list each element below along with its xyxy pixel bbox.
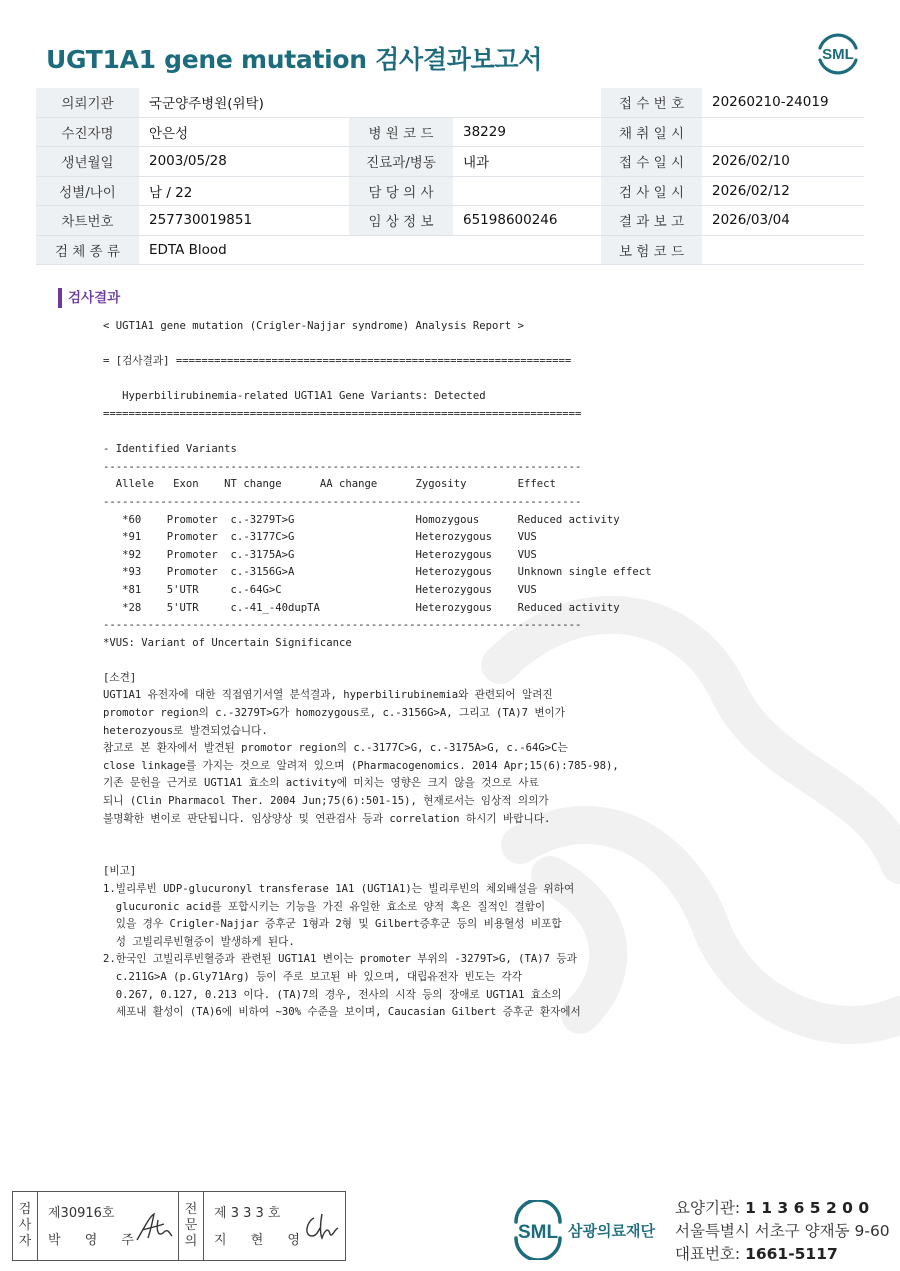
stamp-char: 검 bbox=[18, 1202, 32, 1217]
value-test-date: 2026/02/12 bbox=[702, 176, 864, 206]
label-report-date: 결 과 보 고 bbox=[601, 206, 702, 236]
sml-logo-mark bbox=[814, 30, 862, 76]
label-chart-number: 차트번호 bbox=[36, 206, 139, 236]
stamp-examiner bbox=[38, 1192, 179, 1260]
label-received-date: 접 수 일 시 bbox=[601, 147, 702, 177]
footer-code-label: 요양기관: bbox=[675, 1199, 741, 1217]
info-row bbox=[36, 147, 864, 177]
label-requesting-org: 의뢰기관 bbox=[36, 88, 139, 117]
value-sex-age: 남 / 22 bbox=[139, 176, 349, 206]
analysis-report-text: < UGT1A1 gene mutation (Crigler-Najjar syndrome) Analysis Report > = [검사결과] ============================================================== Hyperbilirubinemia-related UGT1A1 Gene Variants: Detected =========================================================================== - Identified Variants --------------------------------------------------------------------------- Allele Exon NT change AA change Zygosity Effect --------------------------------------------------------------------------- *60 Promoter c.-3279T>G Homozygous Reduced activity *91 Promoter c.-3177C>G Heterozygous VUS *92 Promoter c.-3175A>G Heterozygous VUS *93 Promoter c.-3156G>A Heterozygous Unknown single effect *81 5'UTR c.-64G>C Heterozygous VUS *28 5'UTR c.-41_-40dupTA Heterozygous Reduced activity --------------------------------------------------------------------------- *VUS: Variant of Uncertain Significance [소견] UGT1A1 유전자에 대한 직접염기서열 분석결과, hyperbilirubinemia와 관련되어 알려진 promotor region의 c.-3279T>G가 homozygous로, c.-3156G>A, 그리고 (TA)7 변이가 heterozyous로 발견되었습니다. 참고로 본 환자에서 발견된 promotor region의 c.-3177C>G, c.-3175A>G, c.-64G>C는 close linkage를 가지는 것으로 알려져 있으며 (Pharmacogenomics. 2014 Apr;15(6):785-98), 기존 문헌을 근거로 UGT1A1 효소의 activity에 미치는 영향은 크지 않을 것으로 사료 되니 (Clin Pharmacol Ther. 2004 Jun;75(6):501-15), 현재로서는 임상적 의의가 불명확한 변이로 판단됩니다. 임상양상 및 연관검사 등과 correlation 하시기 바랍니다. [비고] 1.빌리루빈 UDP-glucuronyl transferase 1A1 (UGT1A1)는 빌리루빈의 체외배설을 위하여 glucuronic acid를 포합시키는 기능을 가진 유일한 효소로 양적 혹은 질적인 결함이 있을 경우 Crigler-Najjar 증후군 1형과 2형 및 Gilbert증후군 등의 비용혈성 비포합 성 고빌리루빈혈증이 발생하게 된다. 2.한국인 고빌리루빈혈증과 관련된 UGT1A1 변이는 promoter 부위의 -3279T>G, (TA)7 등과 c.211G>A (p.Gly71Arg) 등이 주로 보고된 바 있으며, 대립유전자 빈도는 각각 0.267, 0.127, 0.213 이다. (TA)7의 경우, 전사의 시작 등의 장애로 UGT1A1 효소의 세포내 활성이 (TA)6에 비하여 ~30% 수준을 보이며, Caucasian Gilbert 증후군 환자에서 bbox=[103, 320, 652, 1019]
stamp-header-specialist bbox=[179, 1192, 204, 1260]
info-row bbox=[36, 206, 864, 236]
footer-phone-label: 대표번호: bbox=[675, 1245, 741, 1263]
label-physician: 담 당 의 사 bbox=[349, 176, 453, 206]
section-title-results: 검사결과 bbox=[58, 288, 120, 308]
footer-phone-value: 1661-5117 bbox=[745, 1245, 838, 1263]
value-report-date: 2026/03/04 bbox=[702, 206, 864, 236]
stamp-char: 의 bbox=[184, 1234, 198, 1249]
footer-org-name: 삼광의료재단 bbox=[568, 1222, 655, 1240]
label-collection-date: 채 취 일 시 bbox=[601, 117, 702, 147]
footer-logo-text: SML bbox=[517, 1222, 559, 1243]
info-row bbox=[36, 176, 864, 206]
label-specimen-type: 검 체 종 류 bbox=[36, 235, 139, 265]
value-birth-date: 2003/05/28 bbox=[139, 147, 349, 177]
info-row bbox=[36, 88, 864, 117]
examiner-name: 박 영 주 bbox=[48, 1233, 144, 1248]
sml-logo bbox=[814, 30, 862, 76]
stamp-char: 사 bbox=[18, 1218, 32, 1233]
label-accession-number: 접 수 번 호 bbox=[601, 88, 702, 117]
value-received-date: 2026/02/10 bbox=[702, 147, 864, 177]
specialist-signature-icon bbox=[300, 1210, 340, 1244]
value-accession-number: 20260210-24019 bbox=[702, 88, 864, 117]
value-department: 내과 bbox=[453, 147, 601, 177]
label-department: 진료과/병동 bbox=[349, 147, 453, 177]
stamp-header-examiner bbox=[13, 1192, 38, 1260]
examiner-signature-icon bbox=[134, 1210, 174, 1244]
patient-info-table bbox=[36, 88, 864, 265]
stamp-specialist bbox=[204, 1192, 344, 1260]
value-chart-number: 257730019851 bbox=[139, 206, 349, 236]
value-specimen-type: EDTA Blood bbox=[139, 235, 601, 265]
value-collection-date bbox=[702, 117, 864, 147]
sml-logo-text: SML bbox=[822, 46, 854, 63]
signature-stamp-box bbox=[12, 1191, 346, 1261]
info-row bbox=[36, 235, 864, 265]
value-insurance-code bbox=[702, 235, 864, 265]
stamp-char: 문 bbox=[184, 1218, 198, 1233]
label-clinical-info: 임 상 정 보 bbox=[349, 206, 453, 236]
info-row bbox=[36, 117, 864, 147]
label-insurance-code: 보 험 코 드 bbox=[601, 235, 702, 265]
examiner-license-number: 제30916호 bbox=[48, 1206, 115, 1221]
footer-phone-line bbox=[675, 1243, 890, 1266]
label-sex-age: 성별/나이 bbox=[36, 176, 139, 206]
report-title: UGT1A1 gene mutation 검사결과보고서 bbox=[46, 45, 543, 74]
value-hospital-code: 38229 bbox=[453, 117, 601, 147]
specialist-name: 지 현 영 bbox=[214, 1233, 310, 1248]
value-requesting-org: 국군양주병원(위탁) bbox=[139, 88, 601, 117]
label-hospital-code: 병 원 코 드 bbox=[349, 117, 453, 147]
value-clinical-info: 65198600246 bbox=[453, 206, 601, 236]
stamp-char: 자 bbox=[18, 1234, 32, 1249]
footer-address: 서울특별시 서초구 양재동 9-60 bbox=[675, 1222, 890, 1240]
label-birth-date: 생년월일 bbox=[36, 147, 139, 177]
specialist-license-number: 제 3 3 3 호 bbox=[214, 1206, 281, 1221]
label-patient-name: 수진자명 bbox=[36, 117, 139, 147]
label-test-date: 검 사 일 시 bbox=[601, 176, 702, 206]
footer-info bbox=[675, 1197, 890, 1266]
value-physician bbox=[453, 176, 601, 206]
stamp-char: 전 bbox=[184, 1202, 198, 1217]
footer-org-logo bbox=[510, 1200, 670, 1260]
value-patient-name: 안은성 bbox=[139, 117, 349, 147]
footer-code-line bbox=[675, 1197, 890, 1220]
footer-code-value: 1 1 3 6 5 2 0 0 bbox=[745, 1199, 870, 1217]
